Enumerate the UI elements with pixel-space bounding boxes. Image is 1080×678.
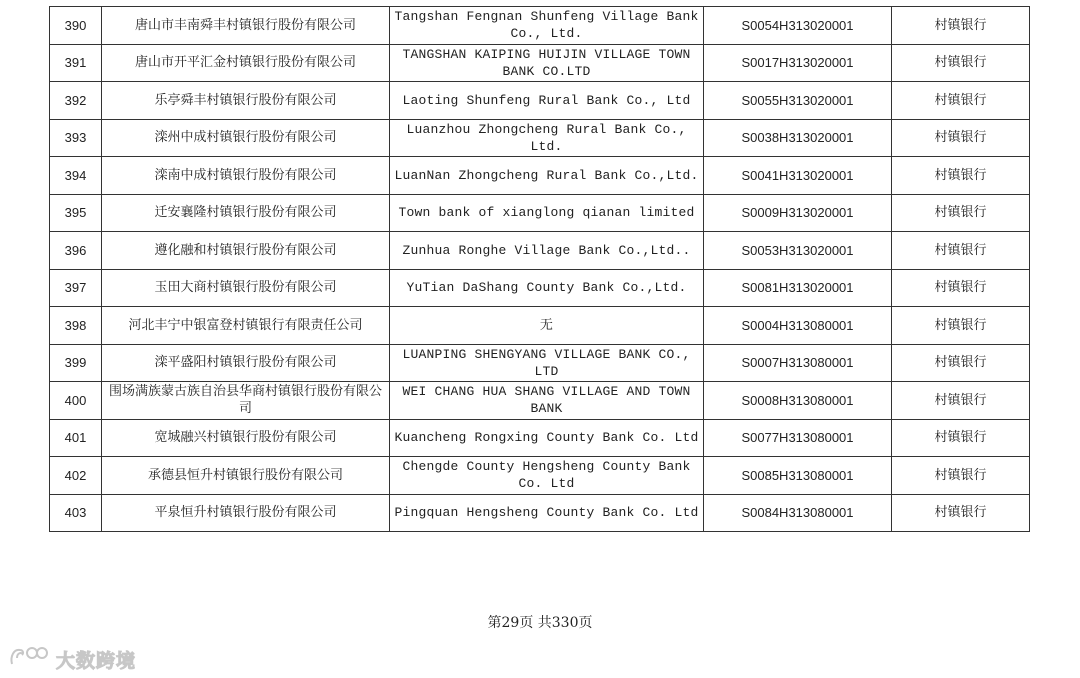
bank-name-chinese: 迁安襄隆村镇银行股份有限公司	[102, 194, 390, 232]
bank-name-english: Tangshan Fengnan Shunfeng Village Bank Co., Ltd.	[390, 7, 704, 45]
bank-name-chinese: 唐山市开平汇金村镇银行股份有限公司	[102, 44, 390, 82]
page-number-footer: 第29页 共330页	[487, 615, 593, 631]
table-row	[50, 44, 1030, 82]
institution-type: 村镇银行	[892, 232, 1030, 270]
institution-type: 村镇银行	[892, 457, 1030, 495]
institution-code: S0004H313080001	[704, 307, 892, 345]
institution-code: S0007H313080001	[704, 344, 892, 382]
row-number: 398	[50, 307, 102, 345]
row-number: 399	[50, 344, 102, 382]
brand-logo-icon	[8, 644, 50, 674]
table-row	[50, 119, 1030, 157]
institution-code: S0055H313020001	[704, 82, 892, 120]
bank-name-chinese: 滦平盛阳村镇银行股份有限公司	[102, 344, 390, 382]
bank-name-chinese: 滦南中成村镇银行股份有限公司	[102, 157, 390, 195]
row-number: 394	[50, 157, 102, 195]
institution-type: 村镇银行	[892, 82, 1030, 120]
bank-list-table	[49, 6, 1030, 532]
bank-name-english: Luanzhou Zhongcheng Rural Bank Co., Ltd.	[390, 119, 704, 157]
institution-type: 村镇银行	[892, 344, 1030, 382]
institution-code: S0081H313020001	[704, 269, 892, 307]
bank-name-english: Kuancheng Rongxing County Bank Co. Ltd	[390, 419, 704, 457]
institution-type: 村镇银行	[892, 307, 1030, 345]
row-number: 392	[50, 82, 102, 120]
bank-name-chinese: 承德县恒升村镇银行股份有限公司	[102, 457, 390, 495]
bank-name-english: YuTian DaShang County Bank Co.,Ltd.	[390, 269, 704, 307]
institution-type: 村镇银行	[892, 269, 1030, 307]
table-row	[50, 494, 1030, 532]
table-body	[50, 7, 1030, 532]
bank-name-chinese: 玉田大商村镇银行股份有限公司	[102, 269, 390, 307]
row-number: 400	[50, 382, 102, 420]
table-row	[50, 419, 1030, 457]
institution-type: 村镇银行	[892, 7, 1030, 45]
bank-name-english: TANGSHAN KAIPING HUIJIN VILLAGE TOWN BANK CO.LTD	[390, 44, 704, 82]
institution-code: S0054H313020001	[704, 7, 892, 45]
bank-name-english: LUANPING SHENGYANG VILLAGE BANK CO., LTD	[390, 344, 704, 382]
row-number: 393	[50, 119, 102, 157]
table-row	[50, 269, 1030, 307]
institution-code: S0084H313080001	[704, 494, 892, 532]
bank-name-english: Pingquan Hengsheng County Bank Co. Ltd	[390, 494, 704, 532]
table-row	[50, 82, 1030, 120]
table-row	[50, 382, 1030, 420]
row-number: 395	[50, 194, 102, 232]
bank-name-chinese: 滦州中成村镇银行股份有限公司	[102, 119, 390, 157]
row-number: 390	[50, 7, 102, 45]
institution-type: 村镇银行	[892, 194, 1030, 232]
institution-type: 村镇银行	[892, 119, 1030, 157]
institution-type: 村镇银行	[892, 157, 1030, 195]
table-row	[50, 7, 1030, 45]
institution-code: S0077H313080001	[704, 419, 892, 457]
table-row	[50, 194, 1030, 232]
bank-name-chinese: 遵化融和村镇银行股份有限公司	[102, 232, 390, 270]
institution-code: S0009H313020001	[704, 194, 892, 232]
table-row	[50, 344, 1030, 382]
bank-name-english: LuanNan Zhongcheng Rural Bank Co.,Ltd.	[390, 157, 704, 195]
table-row	[50, 457, 1030, 495]
institution-code: S0053H313020001	[704, 232, 892, 270]
institution-code: S0038H313020001	[704, 119, 892, 157]
bank-name-english: 无	[390, 307, 704, 345]
bank-name-chinese: 河北丰宁中银富登村镇银行有限责任公司	[102, 307, 390, 345]
watermark	[8, 644, 136, 674]
bank-name-english: Chengde County Hengsheng County Bank Co. Ltd	[390, 457, 704, 495]
row-number: 396	[50, 232, 102, 270]
institution-type: 村镇银行	[892, 382, 1030, 420]
table-row	[50, 157, 1030, 195]
table-row	[50, 307, 1030, 345]
bank-name-chinese: 宽城融兴村镇银行股份有限公司	[102, 419, 390, 457]
bank-name-chinese: 乐亭舜丰村镇银行股份有限公司	[102, 82, 390, 120]
institution-code: S0017H313020001	[704, 44, 892, 82]
institution-type: 村镇银行	[892, 44, 1030, 82]
row-number: 403	[50, 494, 102, 532]
row-number: 397	[50, 269, 102, 307]
bank-name-chinese: 围场满族蒙古族自治县华商村镇银行股份有限公司	[102, 382, 390, 420]
institution-type: 村镇银行	[892, 494, 1030, 532]
bank-name-chinese: 唐山市丰南舜丰村镇银行股份有限公司	[102, 7, 390, 45]
institution-code: S0085H313080001	[704, 457, 892, 495]
bank-name-english: WEI CHANG HUA SHANG VILLAGE AND TOWN BANK	[390, 382, 704, 420]
institution-code: S0041H313020001	[704, 157, 892, 195]
row-number: 391	[50, 44, 102, 82]
institution-code: S0008H313080001	[704, 382, 892, 420]
bank-name-english: Laoting Shunfeng Rural Bank Co., Ltd	[390, 82, 704, 120]
watermark-text: 大数跨境	[56, 649, 137, 672]
row-number: 402	[50, 457, 102, 495]
bank-name-english: Town bank of xianglong qianan limited	[390, 194, 704, 232]
table-row	[50, 232, 1030, 270]
bank-name-english: Zunhua Ronghe Village Bank Co.,Ltd..	[390, 232, 704, 270]
institution-type: 村镇银行	[892, 419, 1030, 457]
bank-name-chinese: 平泉恒升村镇银行股份有限公司	[102, 494, 390, 532]
row-number: 401	[50, 419, 102, 457]
